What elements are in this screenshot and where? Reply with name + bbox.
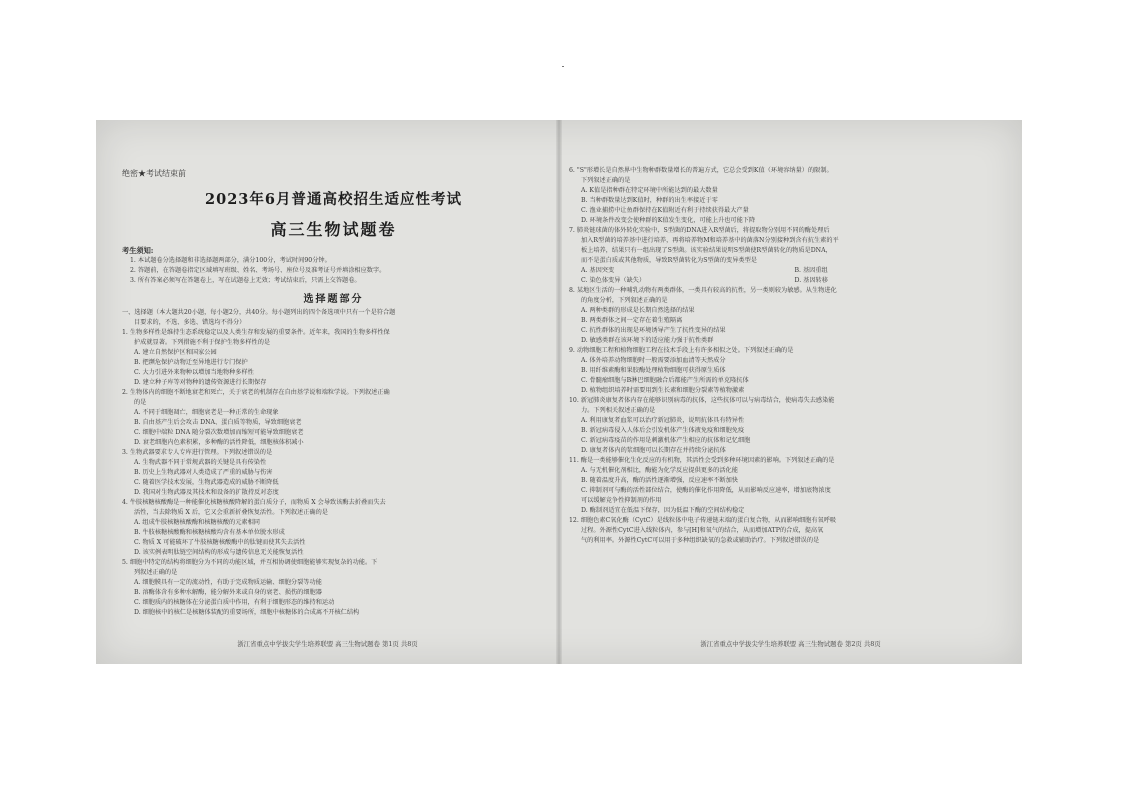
question-line: 2. 生物体内的细胞不断地衰老和死亡，关于衰老的机制存在自由基学说和端粒学说。下列叙述正确 <box>122 389 390 396</box>
text-line: A. K值是指种群在特定环境中所能达到的最大数量 <box>581 187 718 194</box>
question-line: 12. 细胞色素C氧化酶（CytC）是线粒体中电子传递链末端的蛋白复合物，从而影响细胞有氧呼吸 <box>569 517 837 524</box>
text-line: B. 随着温度升高，酶的活性逐渐增强，反应速率不断加快 <box>581 477 738 484</box>
text-line: C. 大力引进外来物种以增加当地物种多样性 <box>134 369 254 376</box>
text-line: A. 组成牛肢核糖核酸酶和核糖核酸的元素相同 <box>134 519 260 526</box>
text-line: A. 不同于细胞凋亡，细胞衰老是一种正常的生命现象 <box>134 409 279 416</box>
text-line: C. 渔业捕捞中让鱼群保持在K值附近有利于持续获得最大产量 <box>581 207 749 214</box>
text-line: 可以缓解竞争性抑制剂的作用 <box>581 497 662 504</box>
text-line: 目要求的，不选、多选、错选均不得分） <box>134 319 246 326</box>
text-line: C. 随着医学技术发展，生物武器造成的威胁不断降低 <box>134 479 279 486</box>
section-title: 选择题部分 <box>303 294 364 305</box>
notice-title: 考生须知: <box>122 246 154 255</box>
text-line: A. 体外培养动物细胞时一般需要添加血清等天然成分 <box>581 357 726 364</box>
text-line: B. 历史上生物武器对人类造成了严重的威胁与伤害 <box>134 469 273 476</box>
text-line: C. 抗性群体的出现是环境诱导产生了抗性变异的结果 <box>581 327 726 334</box>
option-text: B. 基因重组 <box>794 267 828 274</box>
text-line: A. 建立自然保护区和国家公园 <box>134 349 217 356</box>
text-line: D. 细胞核中的核仁是核糖体装配的重要场所，细胞中核糖体的合成离不开核仁结构 <box>134 609 360 616</box>
text-line: D. 我国对生物武器及其技术和设备的扩散持反对态度 <box>134 489 279 496</box>
confidential-mark: 绝密★考试结束前 <box>122 169 186 178</box>
option-row <box>569 266 996 276</box>
option-text: D. 基因转移 <box>794 277 828 284</box>
right-footer: 浙江省重点中学拔尖学生培养联盟 高三生物试题卷 第2页 共8页 <box>700 640 881 648</box>
text-line: 列叙述正确的是 <box>134 569 178 576</box>
left-page <box>96 120 559 664</box>
question-line: 4. 牛肢核糖核酸酶是一种能催化核糖核酸降解的蛋白质分子，而物质 X 会导致该酶去折叠而失去 <box>122 499 386 506</box>
q7-options <box>569 266 996 286</box>
exam-title: 2023年6月普通高校招生适应性考试 <box>205 191 462 208</box>
text-line: B. 把濒危保护动物迁至异地进行专门保护 <box>134 359 248 366</box>
left-page-content <box>122 166 545 618</box>
notice-list <box>122 256 545 286</box>
question-line: 6. "S"形增长是自然界中生物种群数量增长的普遍方式，它总会受到K值（环境容纳量）的限制。 <box>569 167 833 174</box>
question-line: 7. 肺炎链球菌的体外转化实验中，S型菌的DNA进入R型菌后，将提取物分别用不同的酶处理后 <box>569 227 830 234</box>
text-line: D. 康复者体内的浆细胞可以长期存在并持续分泌抗体 <box>581 447 726 454</box>
right-questions <box>569 166 996 266</box>
left-questions <box>122 308 545 618</box>
text-line: D. 衰老细胞内色素积累，多种酶的活性降低，细胞核体积减小 <box>134 439 304 446</box>
text-line: C. 细胞中端粒 DNA 随分裂次数增加而缩短可能导致细胞衰老 <box>134 429 304 436</box>
text-line: D. 酶制剂适宜在低温下保存，因为低温下酶的空间结构稳定 <box>581 507 745 514</box>
exam-subtitle: 高三生物试题卷 <box>270 220 397 239</box>
text-line: 下列叙述正确的是 <box>581 177 631 184</box>
option-row <box>569 276 996 286</box>
text-line: B. 新冠病毒侵入人体后会引发机体产生体液免疫和细胞免疫 <box>581 427 745 434</box>
option-text: C. 染色体变异（缺失） <box>581 277 646 284</box>
text-line: C. 细胞质内的核糖体在分泌蛋白质中作用，有利于细胞形态的维持和运动 <box>134 599 335 606</box>
text-line: B. 两类群体之间一定存在着生殖隔离 <box>581 317 683 324</box>
right-questions-2 <box>569 286 996 546</box>
speck <box>562 66 564 67</box>
text-line: B. 溶酶体含有多种水解酶，能分解外来或自身的衰老、损伤的细胞器 <box>134 589 322 596</box>
text-line: 而不是蛋白质或其他物质，导致R型菌转化为S型菌的变异类型是 <box>581 257 757 264</box>
question-line: 一、选择题（本大题共20小题，每小题2分，共40分。每小题列出的四个备选项中只有一个是符合题 <box>122 309 396 316</box>
notice-item: 3. 所有答案必须写在答题卷上，写在试题卷上无效；考试结束后，只需上交答题卷。 <box>130 277 361 284</box>
text-line: 的角度分析，下列叙述正确的是 <box>581 297 668 304</box>
text-line: 的是 <box>134 399 147 406</box>
text-line: B. 用纤维素酶和果胶酶处理植物细胞可获得原生质体 <box>581 367 726 374</box>
text-line: 过程。外源性CytC进入线粒体内，参与[H]和氧气的结合，从而增加ATP的合成，提高氧 <box>581 527 824 534</box>
option-text: A. 基因突变 <box>581 267 615 274</box>
text-line: 力。下列相关叙述正确的是 <box>581 407 656 414</box>
text-line: 加入R型菌的培养基中进行培养，再将培养物M和培养基中的菌落N分别接种到含有抗生素的平 <box>581 237 839 244</box>
right-page <box>559 120 1022 664</box>
text-line: A. 利用康复者血浆可以治疗新冠肺炎，说明抗体具有特异性 <box>581 417 745 424</box>
text-line: D. 该实例表明肽链空间结构的形成与遗传信息无关能恢复活性 <box>134 549 304 556</box>
question-line: 8. 某地区生活的一种哺乳动物有两类群体，一类具有较高的抗性，另一类则较为敏感。从生物进化 <box>569 287 837 294</box>
text-line: C. 物质 X 可能破坏了牛肢核糖核酸酶中的肽键而使其失去活性 <box>134 539 306 546</box>
text-line: A. 生物武器不同于常规武器的关键是具有传染性 <box>134 459 267 466</box>
text-line: D. 敏感类群在该环境下的适应能力强于抗性类群 <box>581 337 714 344</box>
text-line: B. 当种群数量达到K值时，种群的出生率接近于零 <box>581 197 718 204</box>
text-line: 板上培养，结果只有一组出现了S型菌。该实验结果说明S型菌使R型菌转化的物质是DNA， <box>581 247 832 254</box>
text-line: A. 与无机催化剂相比，酶能为化学反应提供更多的活化能 <box>581 467 738 474</box>
question-line: 3. 生物武器要求专人专库进行管理。下列叙述错误的是 <box>122 449 273 456</box>
right-page-content <box>569 166 996 546</box>
question-line: 9. 动物细胞工程和植物细胞工程在技术手段上有许多相似之处。下列叙述正确的是 <box>569 347 794 354</box>
text-line: C. 新冠病毒疫苗的作用是刺激机体产生相应的抗体和记忆细胞 <box>581 437 751 444</box>
question-line: 11. 酶是一类能够催化生化反应的有机物，其活性会受到多种环境因素的影响。下列叙述正确的是 <box>569 457 835 464</box>
exam-sheet-photo <box>96 120 1022 664</box>
text-line: D. 植物组织培养时需要用到生长素和细胞分裂素等植物激素 <box>581 387 745 394</box>
notice-item: 1. 本试题卷分选择题和非选择题两部分，满分100分，考试时间90分钟。 <box>130 257 331 264</box>
notice-item: 2. 答题前，在答题卷指定区域填写班级、姓名、考场号、座位号及准考证号并填涂相应数字。 <box>130 267 386 274</box>
text-line: C. 骨髓瘤细胞与B淋巴细胞融合后都能产生所需的单克隆抗体 <box>581 377 749 384</box>
text-line: B. 牛肢核糖核酸酶和核糖核酸均含有基本单位脱水形成 <box>134 529 285 536</box>
question-line: 1. 生物多样性是维持生态系统稳定以及人类生存和发展的重要条件。近年来，我国的生物多样性保 <box>122 329 390 336</box>
text-line: A. 细胞膜具有一定的流动性，有助于完成物质运输、细胞分裂等功能 <box>134 579 322 586</box>
text-line: 气的利用率。外源性CytC可以用于多种组织缺氧的急救或辅助治疗。下列叙述错误的是 <box>581 537 820 544</box>
text-line: A. 两种类群的形成是长期自然选择的结果 <box>581 307 695 314</box>
text-line: C. 抑制剂可与酶的活性部位结合，使酶的催化作用降低，从而影响反应速率，增加底物浓度 <box>581 487 831 494</box>
left-footer: 浙江省重点中学拔尖学生培养联盟 高三生物试题卷 第1页 共8页 <box>237 640 418 648</box>
question-line: 5. 细胞中特定的结构将细胞分为不同的功能区域，并互相协调使细胞能够实现复杂的功能。下 <box>122 559 378 566</box>
text-line: D. 环境条件改变会使种群的K值发生变化，可能上升也可能下降 <box>581 217 756 224</box>
question-line: 10. 新冠肺炎康复者体内存在能够识别病毒的抗体，这些抗体可以与病毒结合，使病毒失去感染能 <box>569 397 835 404</box>
text-line: 活性，当去除物质 X 后，它又会重新折叠恢复活性。下列叙述正确的是 <box>134 509 328 516</box>
text-line: B. 自由基产生后会攻击 DNA、蛋白质等物质，导致细胞衰老 <box>134 419 302 426</box>
text-line: D. 建立种子库等对物种的遗传资源进行长期保存 <box>134 379 267 386</box>
text-line: 护成就显著。下列措施不利于保护生物多样性的是 <box>134 339 271 346</box>
